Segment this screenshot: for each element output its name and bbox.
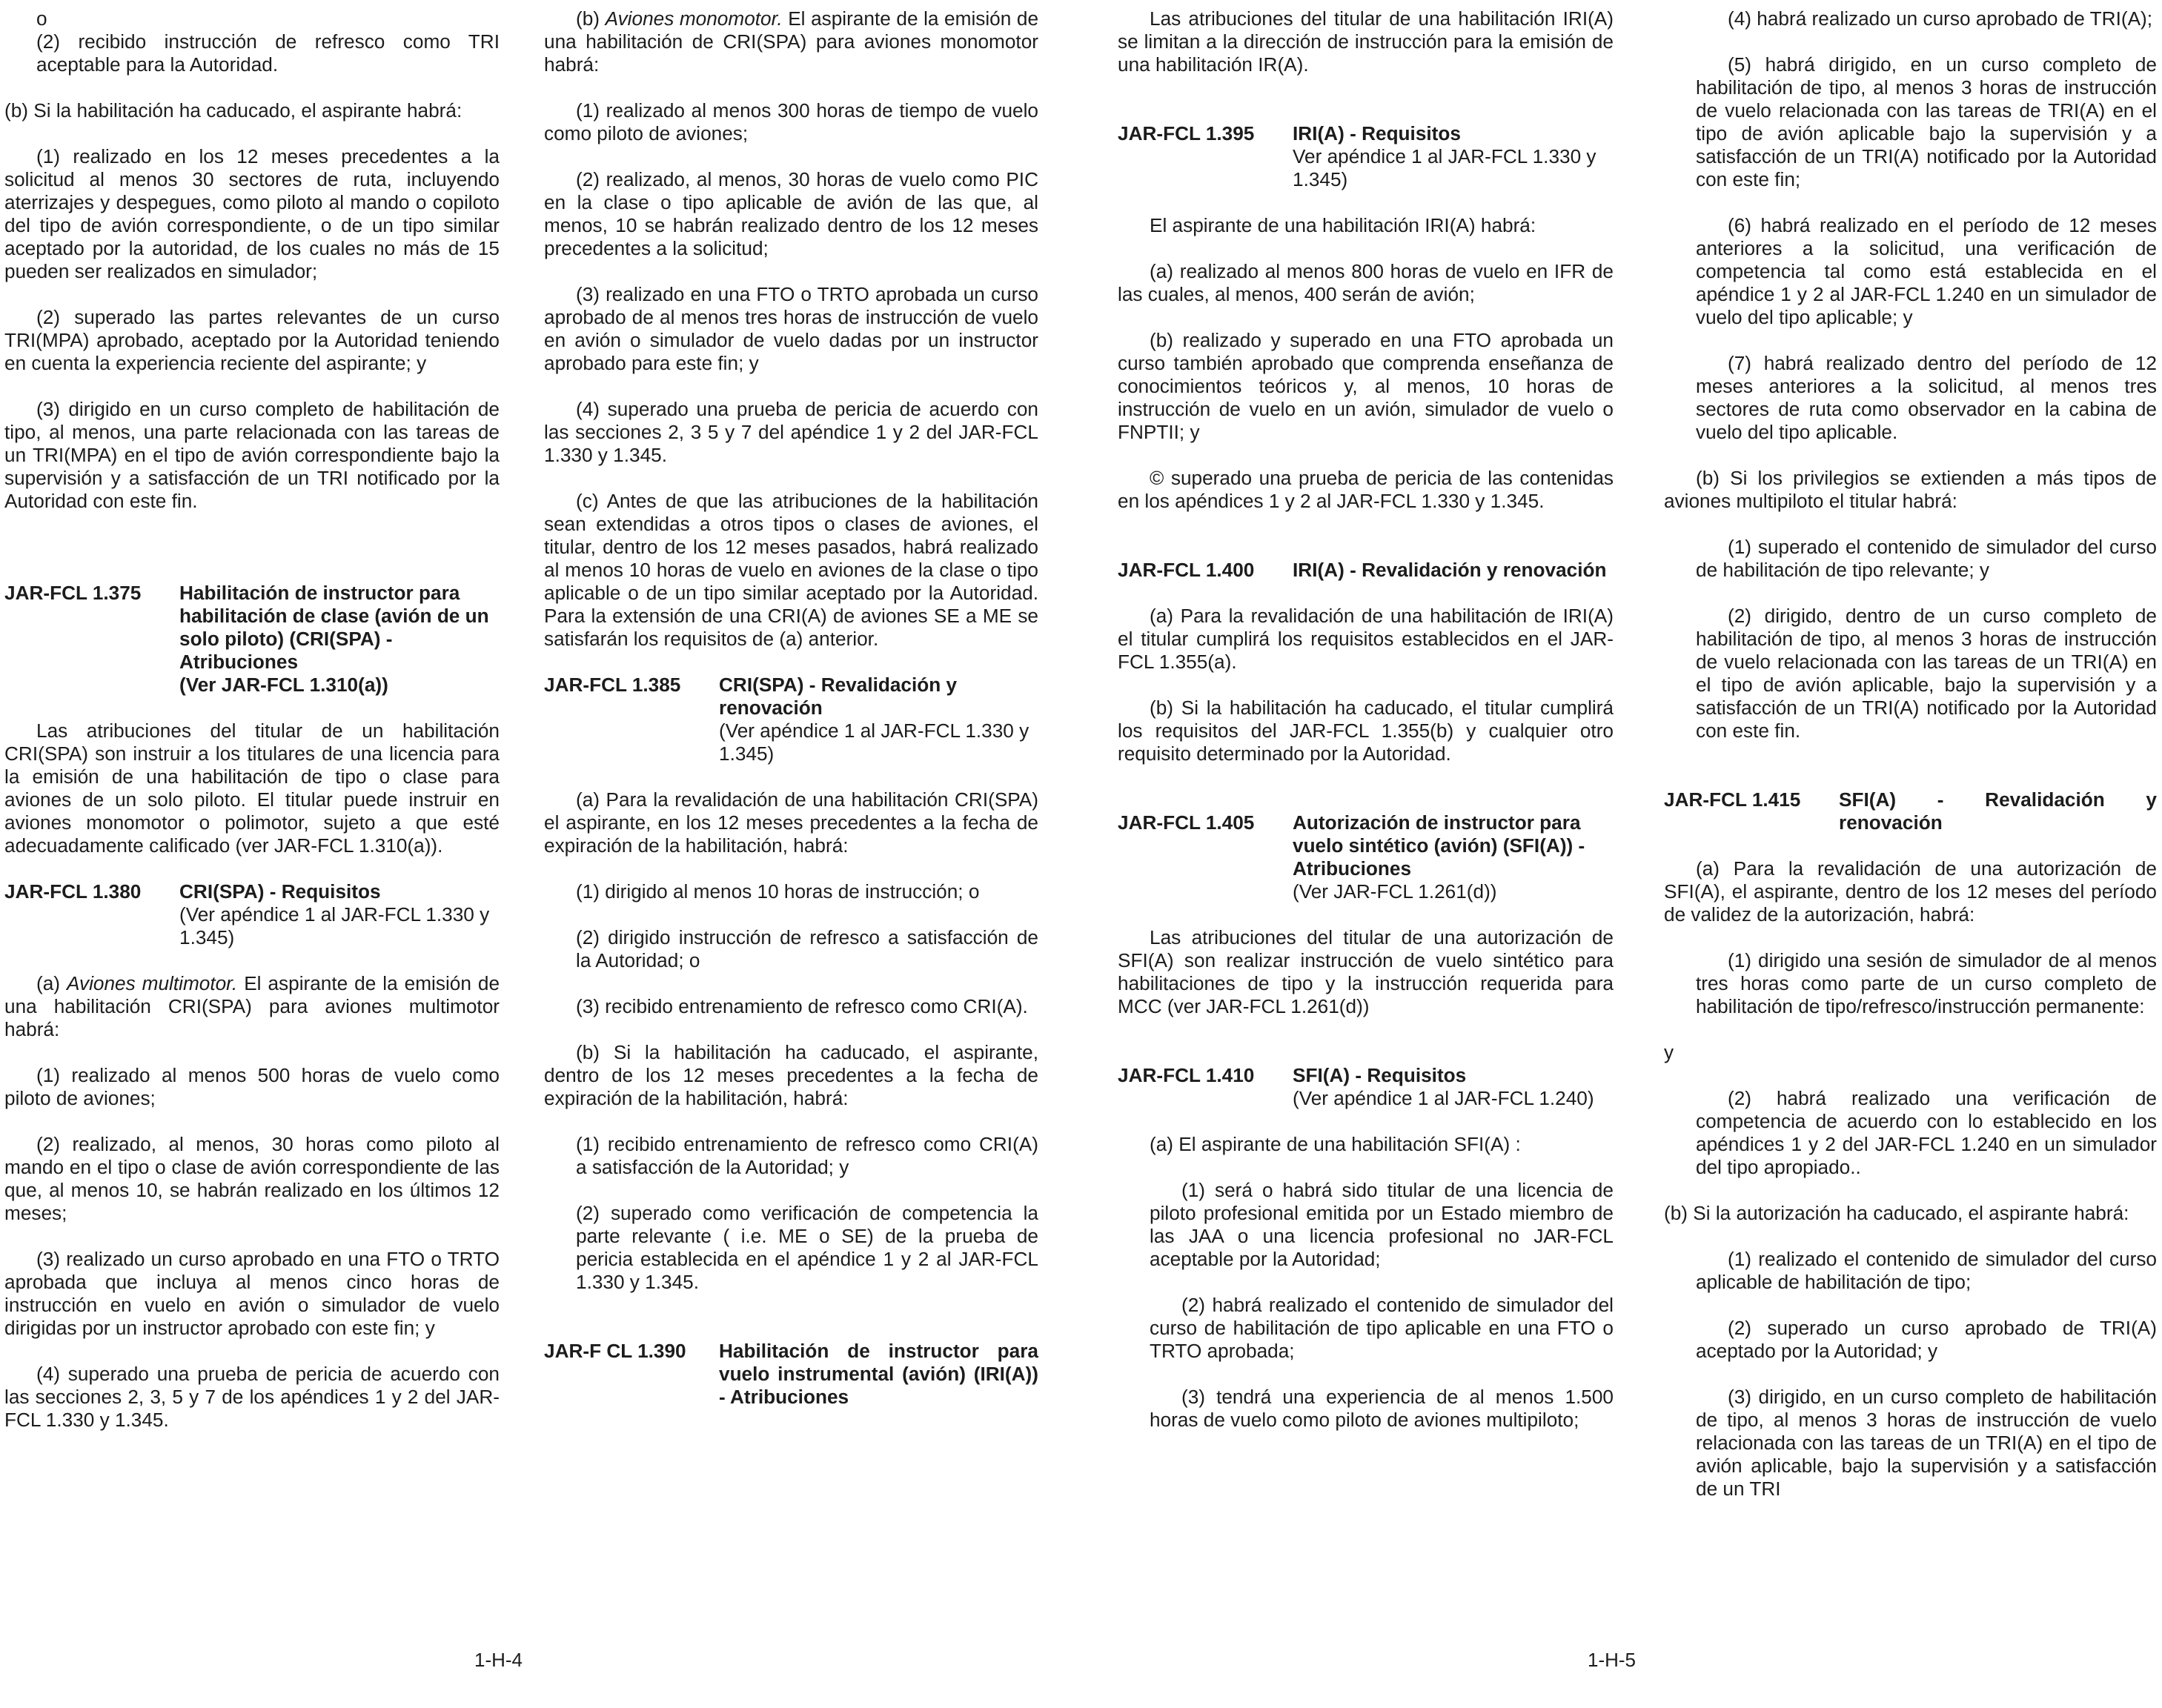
- section-title: Habilitación de instructor para vuelo instrumental (avión) (IRI(A)) - Atribuciones: [719, 1340, 1038, 1408]
- left-page-column-2: [544, 7, 1038, 1432]
- paragraph: (6) habrá realizado en el período de 12 meses anteriores a la solicitud, una verificación de competencia tal como está establecida en el apéndice 1 y 2 al JAR-FCL 1.240 en un simulador de vuelo del tipo aplicable; y: [1696, 214, 2157, 328]
- paragraph: (2) dirigido, dentro de un curso completo de habilitación de tipo, al menos 3 horas de instrucción de vuelo relacionada con las tareas de un TRI(A) en el tipo de avión aplicable, bajo la supervisión y a satisfacción de un TRI(A) notificado por la Autoridad con este fin.: [1696, 605, 2157, 742]
- section-reference: (Ver JAR-FCL 1.261(d)): [1293, 880, 1497, 903]
- paragraph: y: [1664, 1041, 1674, 1063]
- section-heading-1-375: [4, 582, 500, 697]
- paragraph: © superado una prueba de pericia de las contenidas en los apéndices 1 y 2 al JAR-FCL 1.330 y 1.345.: [1118, 467, 1614, 512]
- paragraph-lead: (a): [36, 972, 67, 994]
- section-reference: Ver apéndice 1 al JAR-FCL 1.330 y 1.345): [1293, 145, 1596, 190]
- paragraph: (b) Si los privilegios se extienden a más tipos de aviones multipiloto el titular habrá:: [1664, 467, 2157, 512]
- right-page-column-1: [1118, 7, 1614, 1455]
- section-code: JAR-FCL 1.400: [1118, 559, 1255, 581]
- paragraph: (2) habrá realizado el contenido de simulador del curso de habilitación de tipo aplicable en una FTO o TRTO aprobada;: [1150, 1294, 1614, 1362]
- paragraph: (b) realizado y superado en una FTO aprobada un curso también aprobado que comprenda enseñanza de conocimientos teóricos y, al menos, 10 horas de instrucción de vuelo en un avión, simulador de vuelo o FNPTII; y: [1118, 329, 1614, 443]
- paragraph: (7) habrá realizado dentro del período de 12 meses anteriores a la solicitud, al menos tres sectores de ruta como observador en la cabina de vuelo del tipo aplicable.: [1696, 352, 2157, 443]
- section-title: Autorización de instructor para vuelo sintético (avión) (SFI(A)) - Atribuciones: [1293, 811, 1585, 880]
- section-code: JAR-FCL 1.375: [4, 582, 142, 604]
- paragraph: (2) superado las partes relevantes de un curso TRI(MPA) aprobado, aceptado por la Autoridad teniendo en cuenta la experiencia reciente del aspirante; y: [4, 306, 500, 374]
- section-reference: (Ver apéndice 1 al JAR-FCL 1.240): [1293, 1087, 1594, 1109]
- paragraph: (3) dirigido, en un curso completo de habilitación de tipo, al menos 3 horas de instrucción de vuelo relacionada con las tareas de un TRI(A) en el tipo de avión aplicable, bajo la supervisión y a satisfacción de un TRI: [1696, 1386, 2157, 1500]
- paragraph: (1) realizado al menos 300 horas de tiempo de vuelo como piloto de aviones;: [544, 99, 1038, 144]
- paragraph: (a) Para la revalidación de una autorización de SFI(A), el aspirante, dentro de los 12 meses del período de validez de la autorización, habrá:: [1664, 857, 2157, 926]
- paragraph: (b) Si la habilitación ha caducado, el aspirante, dentro de los 12 meses precedentes a la fecha de expiración de la habilitación, habrá:: [544, 1041, 1038, 1109]
- paragraph: (1) realizado el contenido de simulador del curso aplicable de habilitación de tipo;: [1696, 1248, 2157, 1293]
- paragraph: (1) dirigido al menos 10 horas de instrucción; o: [576, 880, 980, 903]
- paragraph: (2) habrá realizado una verificación de competencia de acuerdo con lo establecido en los apéndices 1 y 2 del JAR-FCL 1.240 en un simulador del tipo apropiado..: [1696, 1087, 2157, 1178]
- section-heading-1-385: [544, 674, 1038, 765]
- section-code: JAR-F CL 1.390: [544, 1340, 686, 1362]
- paragraph-rest: El aspirante de la emisión de una habilitación de CRI(SPA) para aviones monomotor habrá:: [544, 7, 1039, 76]
- page-number: 1-H-4: [474, 1649, 523, 1671]
- section-reference: (Ver JAR-FCL 1.310(a)): [179, 674, 388, 696]
- paragraph: (3) realizado en una FTO o TRTO aprobada un curso aprobado de al menos tres horas de instrucción de vuelo en avión o simulador de vuelo dadas por un instructor aprobado para este fin; y: [544, 283, 1038, 374]
- paragraph: (b) Si la habilitación ha caducado, el aspirante habrá:: [4, 99, 462, 122]
- paragraph: Las atribuciones del titular de una habilitación IRI(A) se limitan a la dirección de instrucción para la emisión de una habilitación IR(A).: [1118, 7, 1614, 76]
- left-page: [0, 0, 1076, 1708]
- section-code: JAR-FCL 1.385: [544, 674, 681, 696]
- section-reference: (Ver apéndice 1 al JAR-FCL 1.330 y 1.345): [719, 720, 1029, 765]
- paragraph: (a) Para la revalidación de una habilitación de IRI(A) el titular cumplirá los requisitos establecidos en el JAR-FCL 1.355(a).: [1118, 605, 1614, 673]
- section-title: Habilitación de instructor para habilitación de clase (avión de un solo piloto) (CRI(SPA) - Atribuciones: [179, 582, 489, 673]
- paragraph: (b) Si la autorización ha caducado, el aspirante habrá:: [1664, 1202, 2129, 1224]
- section-heading-1-415: [1664, 788, 2157, 834]
- paragraph: (c) Antes de que las atribuciones de la habilitación sean extendidas a otros tipos o clases de aviones, el titular, dentro de los 12 meses pasados, habrá realizado al menos 10 horas de vuelo en aviones de la clase o tipo aplicable o de un tipo similar aceptado por la Autoridad. Para la extensión de una CRI(A) de aviones SE a ME se satisfarán los requisitos de (a) anterior.: [544, 490, 1038, 650]
- paragraph: (2) realizado, al menos, 30 horas como piloto al mando en el tipo o clase de avión correspondiente de las que, al menos 10, se habrán realizado en los últimos 12 meses;: [4, 1133, 500, 1224]
- paragraph: (2) realizado, al menos, 30 horas de vuelo como PIC en la clase o tipo aplicable de avión de las que, al menos, 10 se habrán realizado dentro de los 12 meses precedentes a la solicitud;: [544, 168, 1038, 259]
- section-code: JAR-FCL 1.395: [1118, 122, 1255, 144]
- paragraph-lead: (b): [576, 7, 606, 30]
- paragraph-emphasis: Aviones monomotor.: [605, 7, 783, 30]
- paragraph: (3) dirigido en un curso completo de habilitación de tipo, al menos, una parte relacionada con las tareas de un TRI(MPA) en el tipo de avión correspondiente bajo la supervisión y a satisfacción de un TRI notificado por la Autoridad con este fin.: [4, 398, 500, 512]
- section-heading-1-405: [1118, 811, 1614, 903]
- paragraph: (4) habrá realizado un curso aprobado de TRI(A);: [1728, 7, 2153, 30]
- section-heading-1-400: [1118, 559, 1614, 582]
- section-heading-1-380: [4, 880, 500, 949]
- section-code: JAR-FCL 1.380: [4, 880, 142, 903]
- paragraph: [544, 7, 1038, 76]
- paragraph: (4) superado una prueba de pericia de acuerdo con las secciones 2, 3 5 y 7 del apéndice 1 y 2 del JAR-FCL 1.330 y 1.345.: [544, 398, 1038, 466]
- section-heading-1-395: [1118, 122, 1614, 191]
- paragraph: (3) recibido entrenamiento de refresco como CRI(A).: [576, 995, 1028, 1017]
- right-page: [1076, 0, 2162, 1708]
- paragraph: (a) realizado al menos 800 horas de vuelo en IFR de las cuales, al menos, 400 serán de avión;: [1118, 260, 1614, 305]
- paragraph: (a) Para la revalidación de una habilitación CRI(SPA) el aspirante, en los 12 meses precedentes a la fecha de expiración de la habilitación, habrá:: [544, 788, 1038, 857]
- paragraph: (1) realizado en los 12 meses precedentes a la solicitud al menos 30 sectores de ruta, incluyendo aterrizajes y despegues, como piloto al mando o copiloto del tipo de avión correspondiente, o de un tipo similar aceptado por la autoridad, de los cuales no más de 15 pueden ser realizados en simulador;: [4, 145, 500, 282]
- paragraph: (1) realizado al menos 500 horas de vuelo como piloto de aviones;: [4, 1064, 500, 1109]
- paragraph: (3) tendrá una experiencia de al menos 1.500 horas de vuelo como piloto de aviones multipiloto;: [1150, 1386, 1614, 1431]
- section-heading-1-390: [544, 1340, 1038, 1409]
- paragraph-emphasis: Aviones multimotor.: [67, 972, 238, 994]
- page-number: 1-H-5: [1588, 1649, 1637, 1671]
- section-title: CRI(SPA) - Requisitos: [179, 880, 381, 903]
- section-title: IRI(A) - Requisitos: [1293, 122, 1461, 144]
- paragraph: (2) dirigido instrucción de refresco a satisfacción de la Autoridad; o: [576, 926, 1038, 971]
- section-title: CRI(SPA) - Revalidación y renovación: [719, 674, 958, 719]
- paragraph: (2) superado un curso aprobado de TRI(A) aceptado por la Autoridad; y: [1696, 1317, 2157, 1362]
- section-code: JAR-FCL 1.405: [1118, 811, 1255, 834]
- section-code: JAR-FCL 1.415: [1664, 788, 1801, 811]
- paragraph: (2) recibido instrucción de refresco como TRI aceptable para la Autoridad.: [36, 30, 500, 76]
- section-code: JAR-FCL 1.410: [1118, 1064, 1255, 1086]
- paragraph: (5) habrá dirigido, en un curso completo de habilitación de tipo, al menos 3 horas de instrucción de vuelo relacionada con las tareas de TRI(A) en el tipo de avión aplicable bajo la supervisión y a satisfacción de un TRI(A) notificado por la Autoridad con este fin;: [1696, 53, 2157, 190]
- paragraph: (b) Si la habilitación ha caducado, el titular cumplirá los requisitos del JAR-FCL 1.355(b) y cualquier otro requisito determinado por la Autoridad.: [1118, 697, 1614, 765]
- paragraph: El aspirante de una habilitación IRI(A) habrá:: [1150, 214, 1536, 236]
- paragraph: (1) recibido entrenamiento de refresco como CRI(A) a satisfacción de la Autoridad; y: [576, 1133, 1038, 1178]
- paragraph: (1) superado el contenido de simulador del curso de habilitación de tipo relevante; y: [1696, 536, 2157, 581]
- paragraph: Las atribuciones del titular de una autorización de SFI(A) son realizar instrucción de vuelo sintético para habilitaciones de tipo y la instrucción requerida para MCC (ver JAR-FCL 1.261(d)): [1118, 926, 1614, 1017]
- paragraph: (1) será o habrá sido titular de una licencia de piloto profesional emitida por un Estado miembro de las JAA o una licencia profesional no JAR-FCL aceptable por la Autoridad;: [1150, 1179, 1614, 1270]
- section-title: IRI(A) - Revalidación y renovación: [1293, 559, 1607, 581]
- paragraph: (2) superado como verificación de competencia la parte relevante ( i.e. ME o SE) de la prueba de pericia establecida en el apéndice 1 y 2 al JAR-FCL 1.330 y 1.345.: [576, 1202, 1038, 1293]
- right-page-column-2: [1664, 7, 2157, 1523]
- paragraph: o: [36, 7, 47, 30]
- section-reference: (Ver apéndice 1 al JAR-FCL 1.330 y 1.345): [179, 903, 490, 948]
- paragraph: (a) El aspirante de una habilitación SFI(A) :: [1150, 1133, 1521, 1155]
- paragraph: (1) dirigido una sesión de simulador de al menos tres horas como parte de un curso completo de habilitación de tipo/refresco/instrucción permanente:: [1696, 949, 2157, 1017]
- paragraph: (3) realizado un curso aprobado en una FTO o TRTO aprobada que incluya al menos cinco horas de instrucción en vuelo en avión o simulador de vuelo dirigidas por un instructor aprobado con este fin; y: [4, 1248, 500, 1339]
- section-heading-1-410: [1118, 1064, 1614, 1110]
- paragraph: [4, 972, 500, 1041]
- left-page-column-1: [4, 7, 500, 1455]
- section-title: SFI(A) - Requisitos: [1293, 1064, 1467, 1086]
- section-title: SFI(A) - Revalidación y renovación: [1839, 788, 2157, 834]
- paragraph: (4) superado una prueba de pericia de acuerdo con las secciones 2, 3, 5 y 7 de los apéndices 1 y 2 del JAR-FCL 1.330 y 1.345.: [4, 1363, 500, 1431]
- paragraph: Las atribuciones del titular de un habilitación CRI(SPA) son instruir a los titulares de una licencia para la emisión de una habilitación de tipo o clase para aviones de un solo piloto. El titular puede instruir en aviones monomotor o polimotor, sujeto a que esté adecuadamente calificado (ver JAR-FCL 1.310(a)).: [4, 720, 500, 857]
- paragraph-rest: El aspirante de la emisión de una habilitación CRI(SPA) para aviones multimotor habrá:: [4, 972, 500, 1040]
